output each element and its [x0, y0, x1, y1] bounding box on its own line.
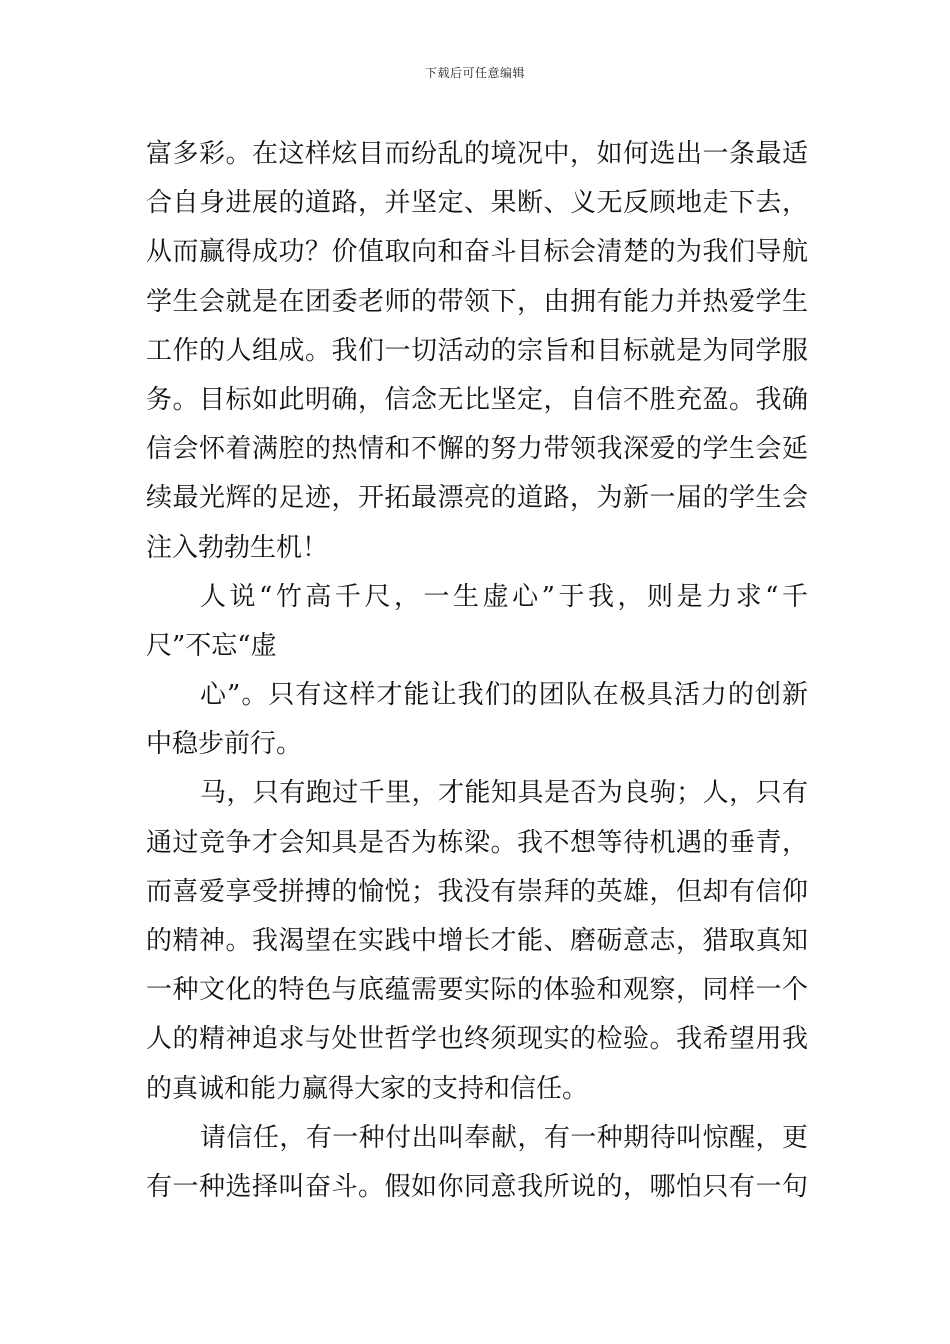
text-line: 中稳步前行。 — [146, 729, 303, 760]
text-line: 尺”不忘“虚 — [146, 630, 277, 661]
body-text — [146, 130, 808, 1212]
text-line: 而喜爱享受拼搏的愉悦；我没有崇拜的英雄，但却有信仰 — [146, 876, 808, 907]
text-line: 学生会就是在团委老师的带领下，由拥有能力并热爱学生 — [146, 286, 808, 317]
text-line: 务。目标如此明确，信念无比坚定，自信不胜充盈。我确 — [146, 384, 808, 415]
text-line: 的精神。我渴望在实践中增长才能、磨砺意志，猎取真知 — [146, 926, 808, 956]
text-line: 人的精神追求与处世哲学也终须现实的检验。我希望用我 — [146, 1024, 808, 1055]
paragraph-start-line: 人说“竹高千尺，一生虚心”于我，则是力求“千 — [200, 581, 808, 612]
text-line: 有一种选择叫奋斗。假如你同意我所说的，哪怕只有一句 — [146, 1171, 808, 1202]
text-line: 一种文化的特色与底蕴需要实际的体验和观察，同样一个 — [146, 975, 808, 1006]
text-line: 注入勃勃生机！ — [146, 532, 329, 563]
text-line: 合自身进展的道路，并坚定、果断、义无反顾地走下去， — [146, 188, 808, 219]
text-line: 信会怀着满腔的热情和不懈的努力带领我深爱的学生会延 — [146, 434, 808, 465]
page-header: 下载后可任意编辑 — [424, 66, 525, 80]
paragraph-start-line: 请信任，有一种付出叫奉献，有一种期待叫惊醒，更 — [200, 1122, 808, 1153]
text-line: 续最光辉的足迹，开拓最漂亮的道路，为新一届的学生会 — [146, 483, 808, 514]
text-line: 从而赢得成功？价值取向和奋斗目标会清楚的为我们导航 — [146, 237, 808, 268]
paragraph-start-line: 马，只有跑过千里，才能知具是否为良驹；人，只有 — [200, 778, 808, 809]
text-line: 的真诚和能力赢得大家的支持和信任。 — [146, 1073, 589, 1104]
paragraph-start-line: 心”。只有这样才能让我们的团队在极具活力的创新 — [200, 680, 808, 711]
text-line: 富多彩。在这样炫目而纷乱的境况中，如何选出一条最适 — [146, 139, 808, 169]
text-line: 工作的人组成。我们一切活动的宗旨和目标就是为同学服 — [146, 335, 808, 366]
text-line: 通过竞争才会知具是否为栋梁。我不想等待机遇的垂青， — [146, 827, 808, 858]
